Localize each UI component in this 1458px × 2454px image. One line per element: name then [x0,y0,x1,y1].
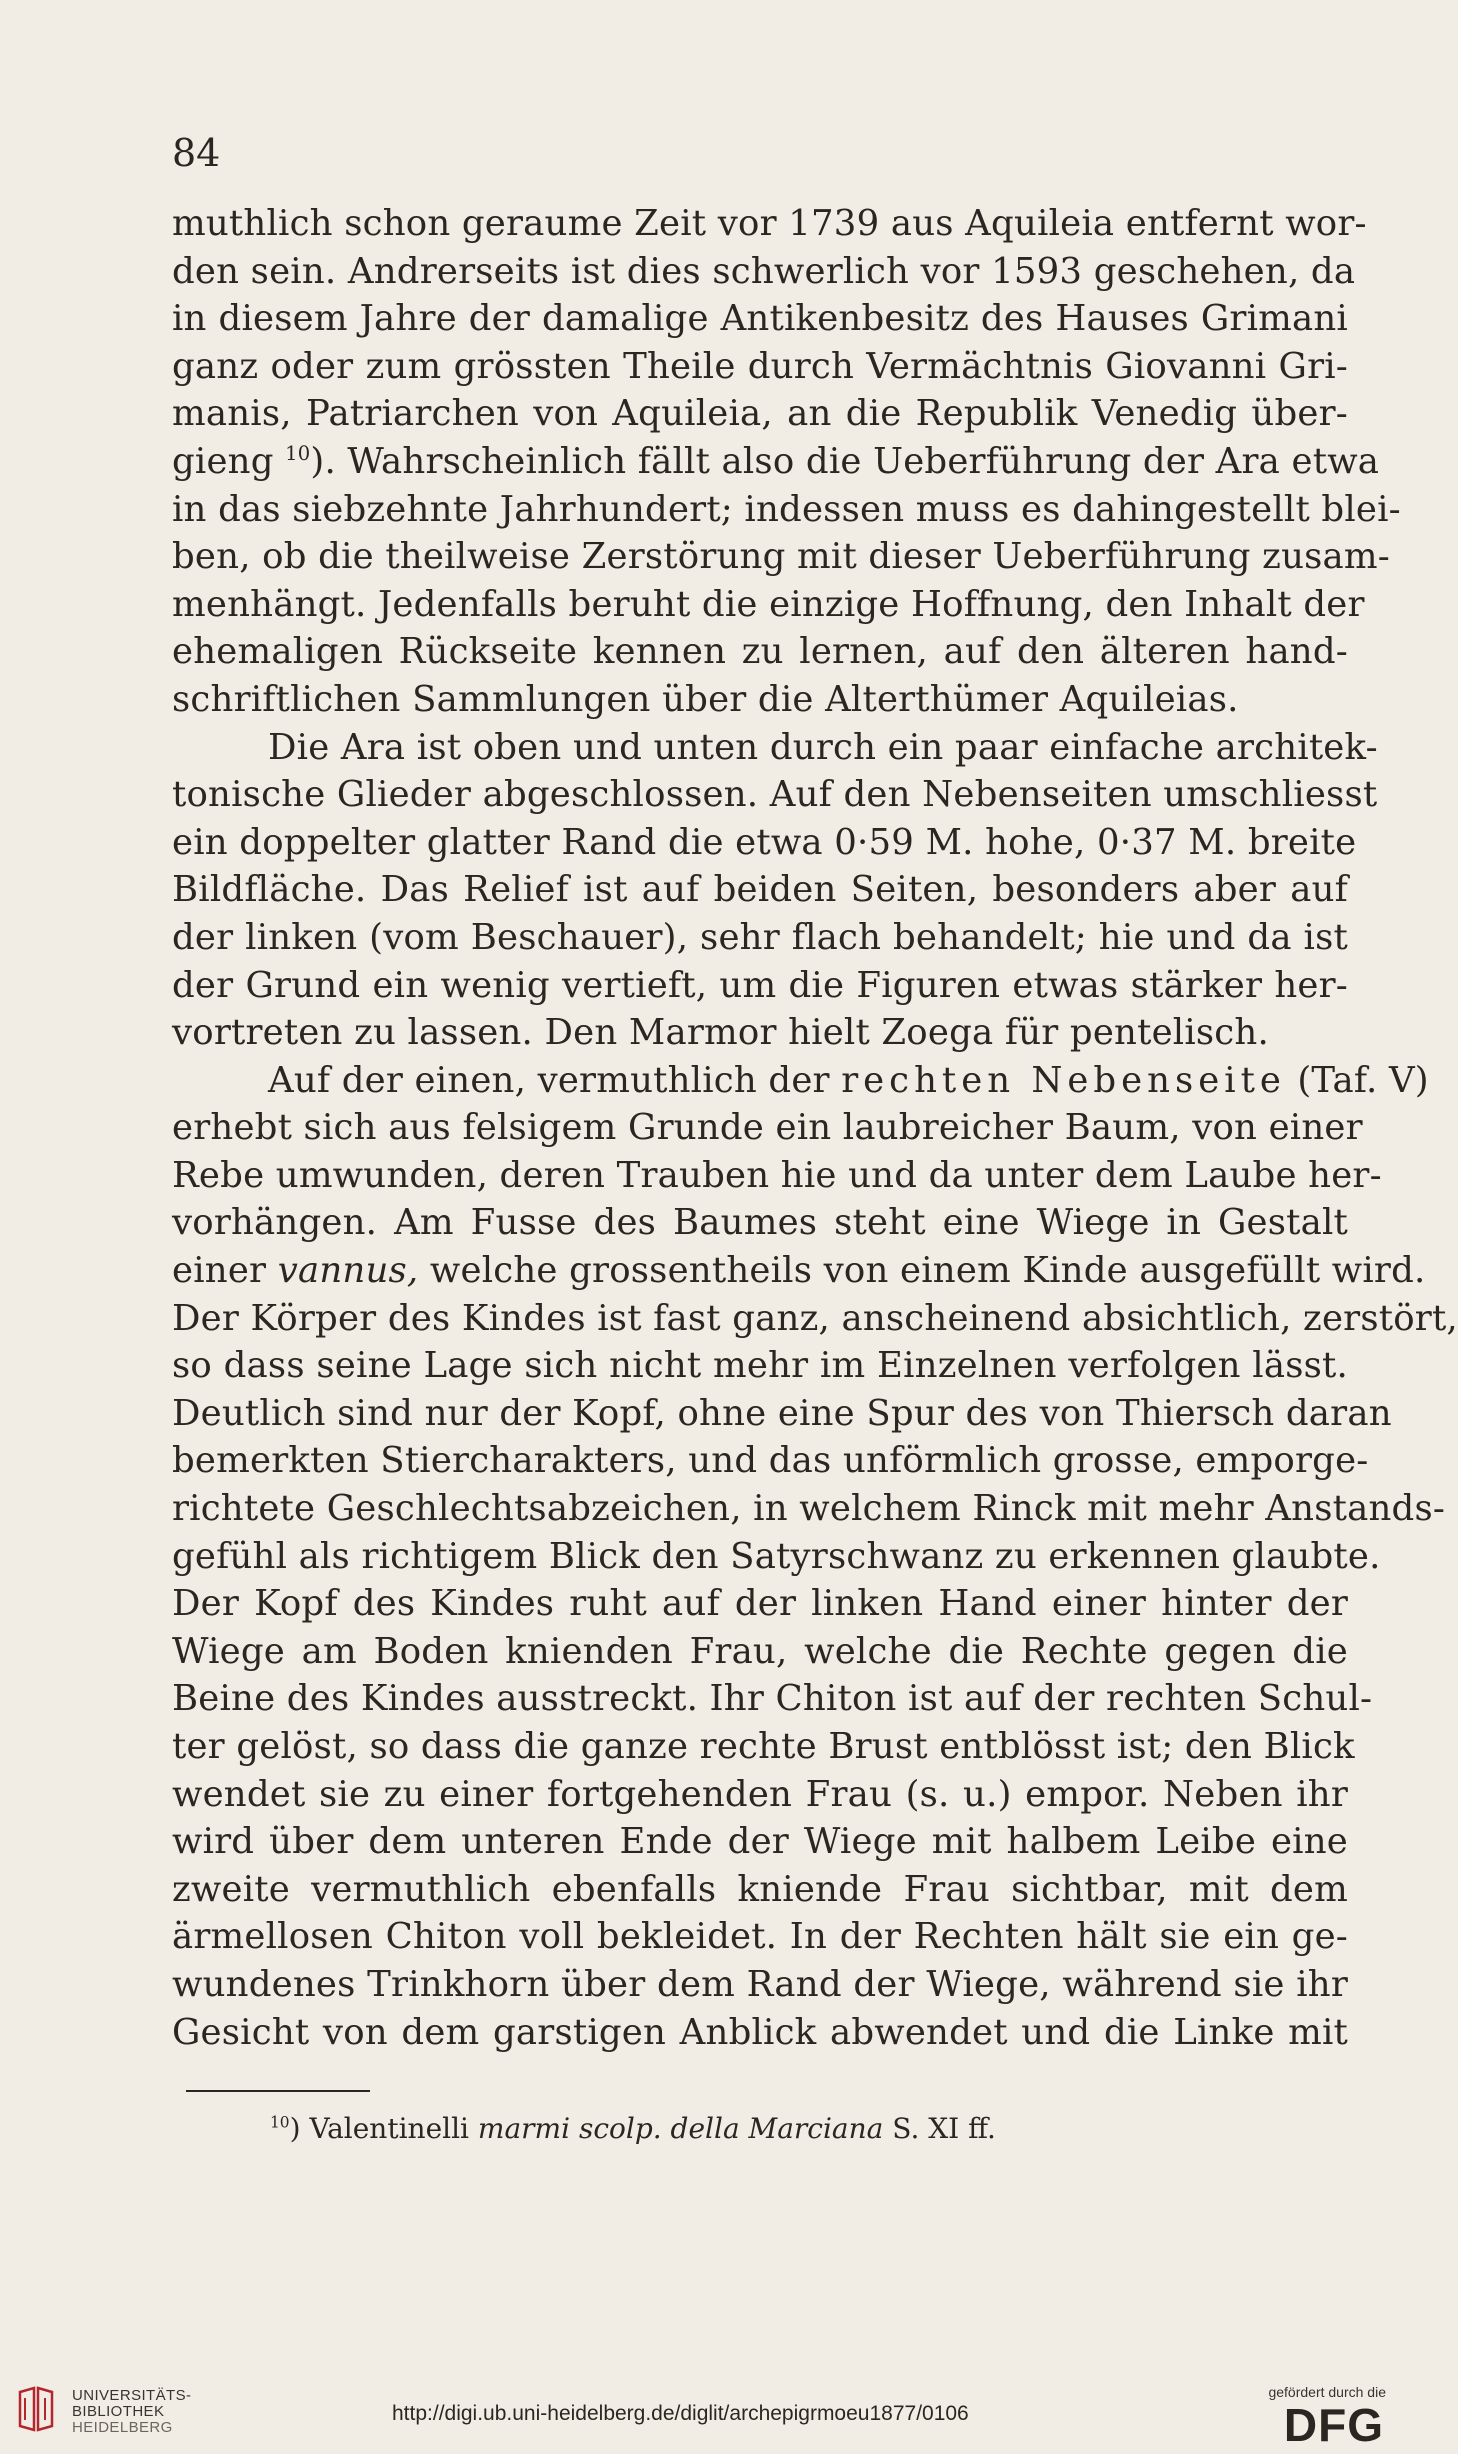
text-line: gefühl als richtigem Blick den Satyrschwanz zu erkennen glaubte. [172,1535,1381,1577]
footnote-divider [186,2090,370,2092]
text-line: richtete Geschlechtsabzeichen, in welchem Rinck mit mehr Anstands- [172,1488,1446,1530]
text-line: in das siebzehnte Jahrhundert; indessen muss es dahingestellt blei- [172,488,1401,530]
footnote-author: Valentinelli [309,2112,470,2145]
text-line: wendet sie zu einer fortgehenden Frau (s. u.) empor. Neben ihr [172,1773,1348,1815]
footnote-marker: 10 [270,2113,290,2132]
text-line: Deutlich sind nur der Kopf, ohne eine Spur des von Thiersch daran [172,1392,1392,1434]
text-line: der linken (vom Beschauer), sehr flach behandelt; hie und da ist [172,916,1348,958]
text-line: Gesicht von dem garstigen Anblick abwendet und die Linke mit [172,2011,1348,2053]
text-line: ter gelöst, so dass die ganze rechte Brust entblösst ist; den Blick [172,1726,1355,1767]
text-line: vorhängen. Am Fusse des Baumes steht eine Wiege in Gestalt [172,1202,1348,1244]
text-line: der Grund ein wenig vertieft, um die Figuren etwas stärker her- [172,964,1348,1006]
text-line: Der Körper des Kindes ist fast ganz, anscheinend absichtlich, zerstört, [172,1297,1458,1339]
page-footer [0,2356,1408,2454]
footnote-paren: ) [289,2112,301,2145]
text-line: Die Ara ist oben und unten durch ein paar einfache architek- [268,726,1378,768]
text-line: den sein. Andrerseits ist dies schwerlich vor 1593 geschehen, da [172,250,1356,292]
library-logo-icon [16,2386,56,2432]
text-line: ganz oder zum grössten Theile durch Vermächtnis Giovanni Gri- [172,345,1348,387]
text-line: erhebt sich aus felsigem Grunde ein laubreicher Baum, von einer [172,1107,1363,1149]
emphasized-text: rechten Nebenseite [841,1059,1286,1101]
text-line: Rebe umwunden, deren Trauben hie und da unter dem Laube her- [172,1154,1382,1196]
source-url-link[interactable]: http://digi.ub.uni-heidelberg.de/diglit/archepigrmoeu1877/0106 [392,2402,969,2425]
text-line: ben, ob die theilweise Zerstörung mit dieser Ueberführung zusam- [172,536,1390,578]
text-line: in diesem Jahre der damalige Antikenbesitz des Hauses Grimani [172,298,1348,340]
page-number: 84 [172,131,221,175]
text-line: menhängt. Jedenfalls beruht die einzige Hoffnung, den Inhalt der [172,583,1365,625]
library-name: UNIVERSITÄTS- BIBLIOTHEK HEIDELBERG [72,2387,192,2436]
text-line: schriftlichen Sammlungen über die Alterthümer Aquileias. [172,678,1239,720]
text-line: einer vannus, welche grossentheils von einem Kinde ausgefüllt wird. [172,1250,1426,1292]
text-line: Auf der einen, vermuthlich der rechten Nebenseite (Taf. V) [268,1059,1429,1101]
funding-label: gefördert durch die [1268,2384,1386,2400]
italic-term: vannus, [277,1250,419,1292]
text-line: manis, Patriarchen von Aquileia, an die Republik Venedig über- [172,393,1348,435]
text-line: muthlich schon geraume Zeit vor 1739 aus Aquileia entfernt wor- [172,203,1367,244]
text-line: Wiege am Boden knienden Frau, welche die Rechte gegen die [172,1630,1348,1672]
text-line: ein doppelter glatter Rand die etwa 0·59 M. hohe, 0·37 M. breite [172,821,1357,863]
text-line: zweite vermuthlich ebenfalls kniende Frau sichtbar, mit dem [172,1868,1348,1910]
text-line: so dass seine Lage sich nicht mehr im Einzelnen verfolgen lässt. [172,1345,1348,1387]
footnote-reference: S. XI ff. [892,2112,996,2145]
text-line: vortreten zu lassen. Den Marmor hielt Zoega für pentelisch. [172,1012,1269,1054]
dfg-logo: DFG [1283,2399,1384,2451]
text-line: Der Kopf des Kindes ruht auf der linken Hand einer hinter der [172,1583,1348,1625]
text-line: Bildfläche. Das Relief ist auf beiden Seiten, besonders aber auf [172,869,1348,911]
footnote-title: marmi scolp. della Marciana [477,2112,884,2145]
text-line: wird über dem unteren Ende der Wiege mit halbem Leibe eine [172,1821,1348,1863]
text-line: tonische Glieder abgeschlossen. Auf den Nebenseiten umschliesst [172,774,1378,816]
text-line: wundenes Trinkhorn über dem Rand der Wiege, während sie ihr [172,1963,1348,2005]
text-line: ärmellosen Chiton voll bekleidet. In der Rechten hält sie ein ge- [172,1916,1348,1958]
text-line: ehemaligen Rückseite kennen zu lernen, auf den älteren hand- [172,631,1348,673]
footnote [270,2111,996,2147]
text-line: bemerkten Stiercharakters, und das unförmlich grosse, emporge- [172,1440,1369,1482]
body-text [172,200,1458,2056]
text-line: Beine des Kindes ausstreckt. Ihr Chiton ist auf der rechten Schul- [172,1678,1373,1720]
footnote-reference-marker: 10 [285,442,311,466]
text-line: gieng $^{10}$). Wahrscheinlich fällt also die Ueberführung der Ara etwa [172,440,1380,482]
